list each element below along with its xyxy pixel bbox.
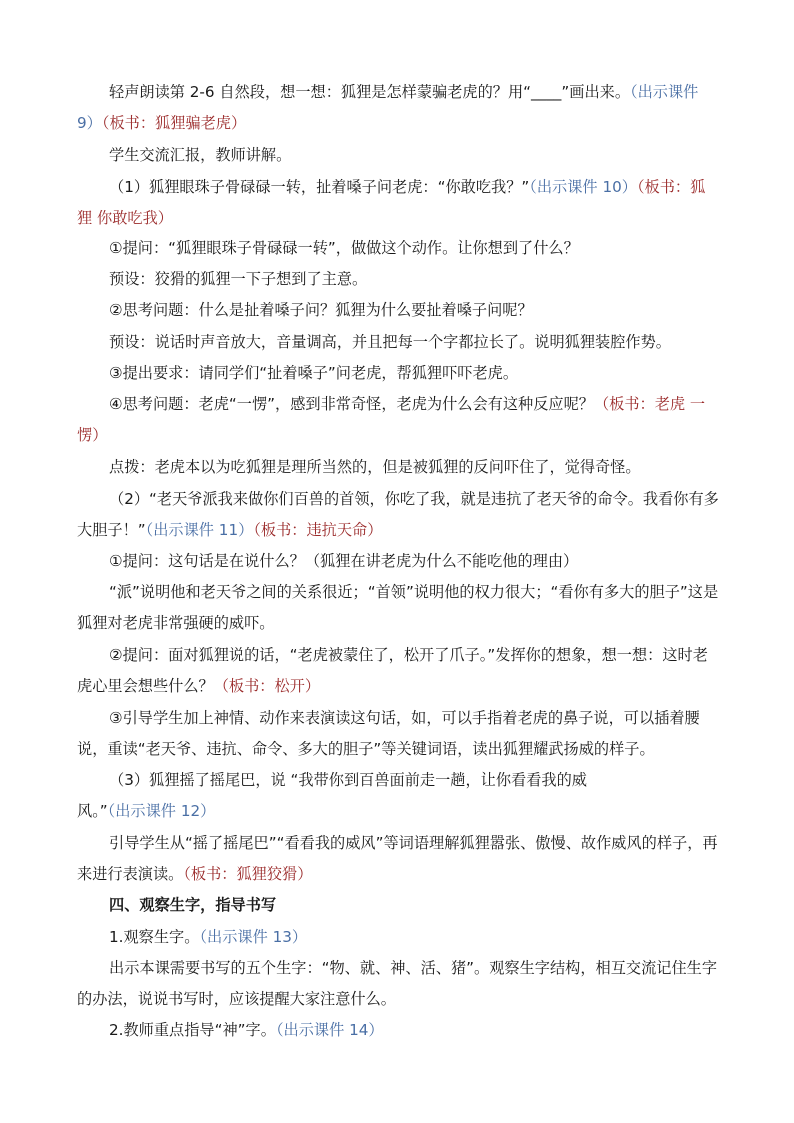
paragraph-question-3 <box>77 389 719 450</box>
paragraph-point-1 <box>77 172 719 233</box>
paragraph-teacher-guide <box>77 1015 719 1046</box>
text: （3）狐狸摇了摇尾巴，说 “我带你到百兽面前走一趟，让你看看我的威风。” <box>77 771 587 820</box>
text: ③提出要求：请同学们“扯着嗓子”问老虎，帮狐狸吓吓老虎。 <box>109 364 519 382</box>
board-note: （板书：违抗天命） <box>253 520 383 539</box>
paragraph-point-3 <box>77 765 719 826</box>
text: （1）狐狸眼珠子骨碌碌一转，扯着嗓子问老虎：“你敢吃我？” <box>109 178 530 196</box>
text: ②思考问题：什么是扯着嗓子问？狐狸为什么要扯着嗓子问呢？ <box>109 301 533 319</box>
text: ④思考问题：老虎“一愣”，感到非常奇怪，老虎为什么会有这种反应呢？ <box>109 395 594 413</box>
courseware-note: （出示课件 13） <box>199 928 308 946</box>
paragraph-guide-understand <box>77 828 719 889</box>
paragraph-preset-1 <box>77 264 719 295</box>
text: （2）“老天爷派我来做你们百兽的首领，你吃了我，就是违抗了老天爷的命令。我看你有多大胆子！” <box>77 490 719 539</box>
paragraph-explain <box>77 577 719 638</box>
section-heading <box>77 890 719 921</box>
courseware-note: （出示课件 10） <box>529 178 637 196</box>
paragraph-guide-reading <box>77 703 719 764</box>
paragraph-exchange <box>77 140 719 171</box>
text: 学生交流汇报，教师讲解。 <box>109 146 292 164</box>
text: 预设：狡猾的狐狸一下子想到了主意。 <box>109 270 368 288</box>
text: ②提问：面对狐狸说的话，“老虎被蒙住了，松开了爪子。”发挥你的想象，想一想：这时老虎心里会想些什么？ <box>77 646 708 695</box>
courseware-note: （出示课件 14） <box>275 1021 384 1039</box>
text: 2.教师重点指导“神”字。 <box>109 1021 276 1039</box>
text: 出示本课需要书写的五个生字：“物、就、神、活、猪”。观察生字结构，相互交流记住生字的办法，说说书写时，应该提醒大家注意什么。 <box>77 959 718 1008</box>
board-note: （板书：狐狸骗老虎） <box>101 113 247 132</box>
text: 预设：说话时声音放大，音量调高，并且把每一个字都拉长了。说明狐狸装腔作势。 <box>109 333 671 351</box>
paragraph-point-2 <box>77 484 719 545</box>
board-note: （板书：狐狸 你敢吃我） <box>77 178 706 227</box>
paragraph-hint <box>77 452 719 483</box>
courseware-note: （出示课件 12） <box>107 801 216 820</box>
paragraph-observe <box>77 922 719 953</box>
paragraph-request <box>77 358 719 389</box>
paragraph-question-2 <box>77 295 719 326</box>
text: 轻声朗读第 2-6 自然段，想一想：狐狸是怎样蒙骗老虎的？用“____”画出来。 <box>109 83 631 101</box>
paragraph-read-aloud <box>77 77 719 138</box>
board-note: （板书：狐狸狡猾） <box>183 864 313 883</box>
text: “派”说明他和老天爷之间的关系很近；“首领”说明他的权力很大；“看你有多大的胆子”这是狐狸对老虎非常强硬的威吓。 <box>77 583 719 632</box>
text: ①提问：“狐狸眼珠子骨碌碌一转”，做做这个动作。让你想到了什么？ <box>109 239 579 257</box>
text: ③引导学生加上神情、动作来表演读这句话，如，可以手指着老虎的鼻子说，可以插着腰说，重读“老天爷、违抗、命令、多大的胆子”等关键词语，读出狐狸耀武扬威的样子。 <box>77 709 700 758</box>
text: ①提问：这句话是在说什么？（狐狸在讲老虎为什么不能吃他的理由） <box>109 552 579 570</box>
paragraph-question-5 <box>77 640 719 701</box>
courseware-note: （出示课件 11） <box>145 520 254 539</box>
courseware-note: 课件 9） <box>77 83 699 132</box>
text: 1.观察生字。 <box>109 928 200 946</box>
paragraph-question-1 <box>77 233 719 264</box>
board-note: （板书：老虎 一愣） <box>77 395 706 444</box>
heading-text: 四、观察生字，指导书写 <box>109 896 277 914</box>
board-note: （板书：松开） <box>213 676 320 695</box>
paragraph-preset-2 <box>77 327 719 358</box>
paragraph-question-4 <box>77 546 719 577</box>
courseware-note: （出示 <box>630 83 668 101</box>
text: 引导学生从“摇了摇尾巴”“看看我的威风”等词语理解狐狸嚣张、傲慢、故作威风的样子，再来进行表演读。 <box>77 834 718 883</box>
paragraph-characters <box>77 953 719 1014</box>
text: 点拨：老虎本以为吃狐狸是理所当然的，但是被狐狸的反问吓住了，觉得奇怪。 <box>109 458 641 476</box>
